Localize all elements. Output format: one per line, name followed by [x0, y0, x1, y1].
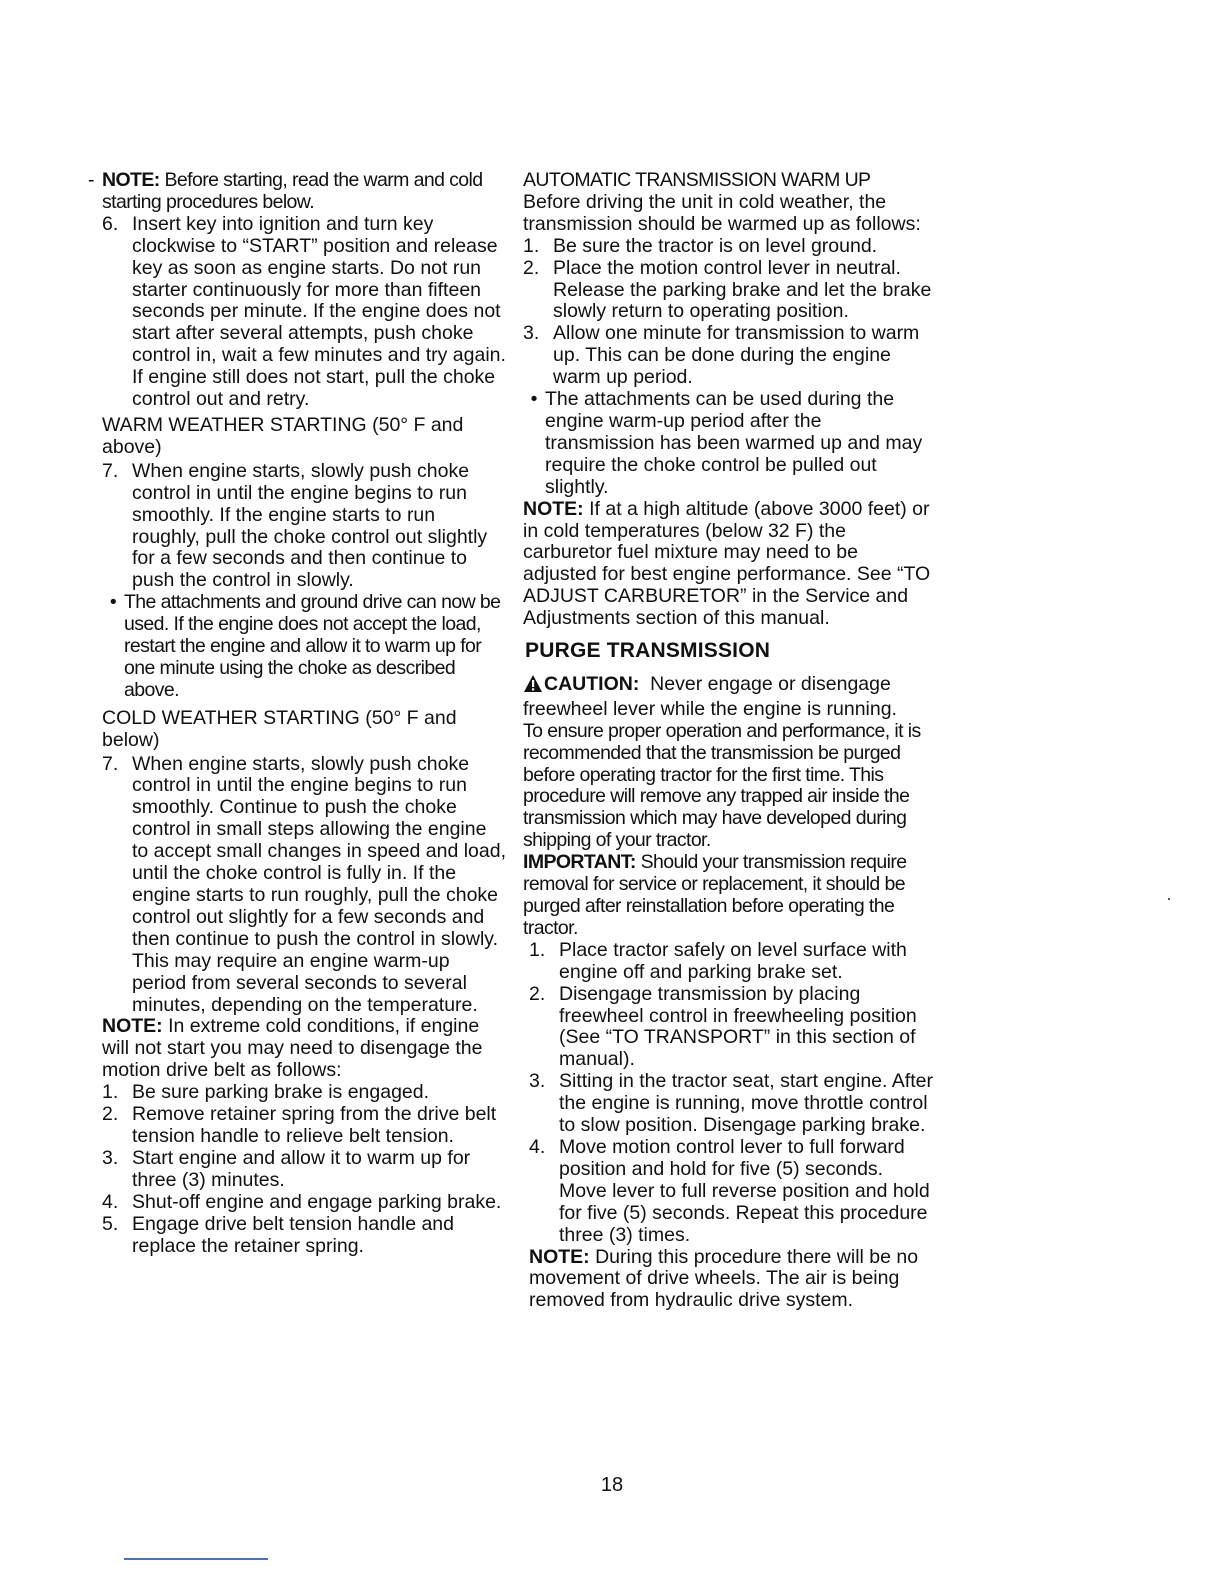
list-item: 2. Place the motion control lever in neutral. Release the parking brake and let the brake slowly return to operating position.: [523, 256, 932, 323]
step-text: When engine starts, slowly push choke control in until the engine begins to run smoothly. Continue to push the choke control in small steps allowing the engine to accept small changes in speed and load, until the choke control is fully in. If the engine starts to run roughly, pull the choke control out slightly for a few seconds and then continue to push the control in slowly. This may require an engine warm-up period from several seconds to several minutes, depending on the temperature.: [132, 752, 506, 1016]
note-label: NOTE:: [102, 169, 160, 191]
step-number: 6.: [102, 212, 119, 235]
warm-bullet: [88, 592, 508, 702]
cold-step-7: [88, 754, 508, 1017]
warm-step-7: [88, 461, 508, 592]
auto-intro: Before driving the unit in cold weather, the transmission should be warmed up as follows:: [523, 190, 921, 235]
bottom-rule: [124, 1558, 268, 1560]
cold-weather-heading: COLD WEATHER STARTING (50° F and below): [102, 706, 457, 751]
important-note: [523, 852, 933, 940]
note-label: NOTE:: [523, 497, 584, 520]
note-label: NOTE:: [102, 1015, 163, 1038]
list-item: 1. Place tractor safely on level surface with engine off and parking brake set.: [529, 938, 907, 983]
list-item: 3. Start engine and allow it to warm up for three (3) minutes.: [102, 1146, 471, 1191]
note-text: During this procedure there will be no movement of drive wheels. The air is being removed from hydraulic drive system.: [529, 1245, 919, 1312]
left-column: [88, 170, 508, 1257]
page-number: 18: [600, 1474, 624, 1496]
list-item: 2. Remove retainer spring from the drive belt tension handle to relieve belt tension.: [102, 1103, 497, 1147]
step-text: Insert key into ignition and turn key clockwise to “START” position and release key as soon as engine starts. Do not run starter continuously for more than fifteen seconds per minute. If the engine does not start after several attempts, push choke control in, wait a few minutes and try again. If engine still does not start, pull the choke control out and retry.: [132, 212, 506, 411]
step-number: 7.: [102, 459, 119, 482]
list-item: 1. Be sure the tractor is on level ground.: [523, 234, 878, 257]
cold-note: [88, 1016, 508, 1082]
bullet-mark: •: [109, 591, 117, 614]
note-text: Before starting, read the warm and cold starting procedures below.: [102, 169, 483, 213]
step-6: [88, 214, 508, 411]
purge-transmission-heading: PURGE TRANSMISSION: [525, 639, 771, 663]
purge-steps-list: [523, 940, 933, 1247]
auto-transmission-heading: AUTOMATIC TRANSMISSION WARM UP: [523, 169, 871, 191]
step-number: 7.: [102, 752, 119, 775]
list-item: 3. Sitting in the tractor seat, start engine. After the engine is running, move throttle control to slow position. Disengage parking brake.: [529, 1070, 933, 1137]
list-item: 2. Disengage transmission by placing freewheel control in freewheeling position (See “TO TRANSPORT” in this section of manual).: [529, 982, 917, 1071]
list-item: 4. Shut-off engine and engage parking brake.: [102, 1190, 502, 1213]
auto-steps-list: [523, 236, 933, 389]
dash-mark: -: [88, 169, 94, 191]
note-text: In extreme cold conditions, if engine will not start you may need to disengage the motion drive belt as follows:: [102, 1015, 483, 1082]
important-text: Should your transmission require removal for service or replacement, it should be purged after reinstallation before operating the tractor.: [523, 851, 907, 939]
list-item: 4. Move motion control lever to full forward position and hold for five (5) seconds. Move lever to full reverse position and hold for five (5) seconds. Repeat this procedure three (3) times.: [529, 1135, 930, 1246]
bullet-text: The attachments can be used during the engine warm-up period after the transmission has been warmed up and may require the choke control be pulled out slightly.: [545, 388, 923, 498]
purge-note: [523, 1247, 933, 1313]
note-before-starting: [88, 170, 508, 214]
altitude-note: [523, 499, 933, 630]
bullet-text: The attachments and ground drive can now be used. If the engine does not accept the load, restart the engine and allow it to warm up for one minute using the choke as described above.: [124, 591, 501, 701]
list-item: 3. Allow one minute for transmission to warm up. This can be done during the engine warm up period.: [523, 322, 920, 389]
purge-intro: To ensure proper operation and performance, it is recommended that the transmission be purged before operating tractor for the first time. This procedure will remove any trapped air inside the transmission which may have developed during shipping of your tractor.: [523, 719, 921, 852]
right-column: [523, 170, 933, 1312]
scan-speck: [1168, 898, 1170, 900]
important-label: IMPORTANT:: [523, 851, 636, 874]
cold-steps-list: [88, 1082, 508, 1257]
note-label: NOTE:: [529, 1245, 590, 1268]
caution-notice: [523, 674, 933, 721]
bullet-mark: •: [530, 388, 538, 411]
step-text: When engine starts, slowly push choke control in until the engine begins to run smoothly. If the engine starts to run roughly, pull the choke control out slightly for a few seconds and then continue to push the control in slowly.: [132, 459, 488, 592]
caution-label: CAUTION:: [544, 672, 640, 695]
warning-triangle-icon: [523, 674, 543, 699]
auto-bullet: [523, 389, 933, 499]
list-item: 5. Engage drive belt tension handle and replace the retainer spring.: [102, 1212, 454, 1257]
note-text: If at a high altitude (above 3000 feet) or in cold temperatures (below 32 F) the carburetor fuel mixture may need to be adjusted for best engine performance. See “TO ADJUST CARBURETOR” in the Service and Adjustments section of this manual.: [523, 497, 931, 630]
caution-text: Never engage or disengage freewheel lever while the engine is running.: [523, 672, 897, 720]
list-item: 1. Be sure parking brake is engaged.: [102, 1081, 430, 1104]
warm-weather-heading: WARM WEATHER STARTING (50° F and above): [102, 413, 464, 458]
